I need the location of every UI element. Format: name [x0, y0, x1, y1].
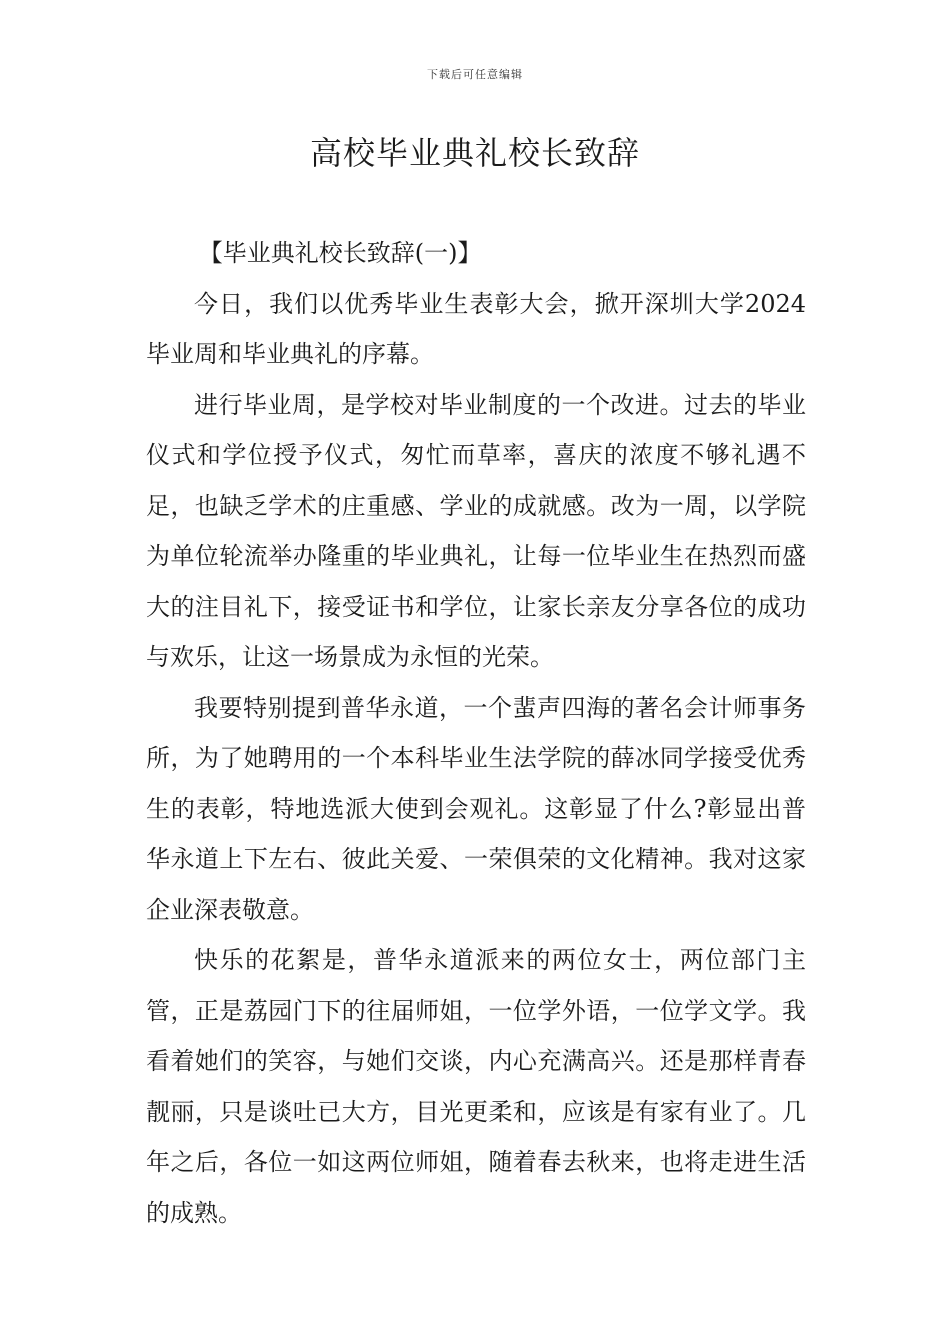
document-title: 高校毕业典礼校长致辞	[309, 134, 640, 172]
paragraph-4: 快乐的花絮是，普华永道派来的两位女士，两位部门主管，正是荔园门下的往届师姐，一位学外语，一位学文学。我看着她们的笑容，与她们交谈，内心充满高兴。还是那样青春靓丽，只是谈吐已大方，目光更柔和，应该是有家有业了。几年之后，各位一如这两位师姐，随着春去秋来，也将走进生活的成熟。	[146, 946, 806, 1227]
paragraph-2: 进行毕业周，是学校对毕业制度的一个改进。过去的毕业仪式和学位授予仪式，匆忙而草率，喜庆的浓度不够礼遇不足，也缺乏学术的庄重感、学业的成就感。改为一周，以学院为单位轮流举办隆重的毕业典礼，让每一位毕业生在热烈而盛大的注目礼下，接受证书和学位，让家长亲友分享各位的成功与欢乐，让这一场景成为永恒的光荣。	[146, 390, 806, 671]
section-heading: 【毕业典礼校长致辞(一)】	[198, 239, 482, 267]
header-note: 下载后可任意编辑	[427, 68, 523, 81]
document-body	[146, 228, 806, 1238]
paragraph-3: 我要特别提到普华永道，一个蜚声四海的著名会计师事务所，为了她聘用的一个本科毕业生法学院的薛冰同学接受优秀生的表彰，特地选派大使到会观礼。这彰显了什么?彰显出普华永道上下左右、彼此关爱、一荣俱荣的文化精神。我对这家企业深表敬意。	[146, 693, 806, 924]
paragraph-1: 今日，我们以优秀毕业生表彰大会，掀开深圳大学2024毕业周和毕业典礼的序幕。	[146, 289, 806, 368]
